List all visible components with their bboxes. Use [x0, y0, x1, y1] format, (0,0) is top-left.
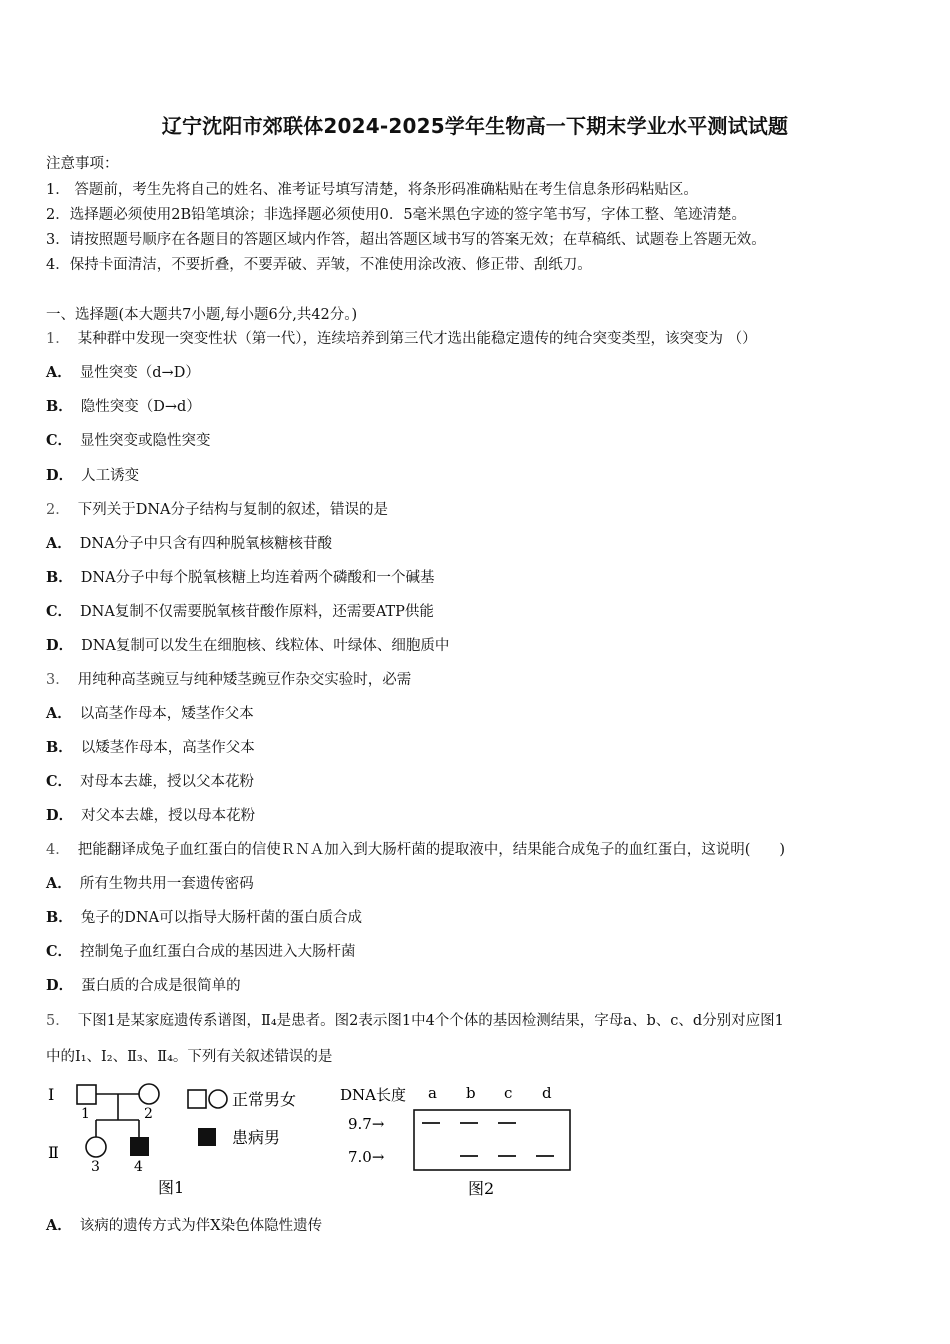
option — [46, 872, 254, 893]
generation-label: Ⅰ — [48, 1085, 55, 1104]
lane-label: b — [466, 1084, 476, 1102]
option — [46, 974, 241, 995]
question-3 — [46, 668, 411, 689]
notice-item: 4．保持卡面清洁，不要折叠，不要弄破、弄皱，不准使用涂改液、修正带、刮纸刀。 — [46, 257, 592, 273]
legend-normal-label: 正常男女 — [232, 1090, 297, 1109]
option-key: D． — [46, 977, 74, 994]
option — [46, 736, 255, 757]
option-text: DNA复制不仅需要脱氧核苷酸作原料，还需要ATP供能 — [80, 604, 434, 620]
option — [46, 702, 254, 723]
option-text: DNA分子中每个脱氧核糖上均连着两个磷酸和一个碱基 — [80, 570, 435, 586]
band-group — [422, 1123, 554, 1156]
question-1 — [46, 327, 757, 348]
option-text: 隐性突变（D→d） — [80, 399, 201, 415]
option-key: C． — [46, 773, 73, 790]
question-4 — [46, 838, 785, 859]
option-key: B． — [46, 398, 73, 415]
size-marker-label: 7.0→ — [348, 1148, 385, 1166]
generation-label: Ⅱ — [48, 1143, 59, 1162]
option-key: B． — [46, 739, 73, 756]
option-key: A． — [46, 705, 72, 722]
question-text: 把能翻译成兔子血红蛋白的信使ＲＮＡ加入到大肠杆菌的提取液中，结果能合成兔子的血红蛋白，这说明( ) — [77, 842, 786, 858]
option-text: 对父本去雄，授以母本花粉 — [81, 808, 256, 824]
female-normal-symbol — [86, 1137, 106, 1157]
option-text: DNA复制可以发生在细胞核、线粒体、叶绿体、细胞质中 — [81, 638, 450, 654]
option — [46, 566, 435, 587]
legend-male-normal-icon — [188, 1090, 206, 1108]
option — [46, 1214, 322, 1235]
section-heading: 一、选择题(本大题共7小题,每小题6分,共42分。) — [46, 307, 358, 323]
option-key: D． — [46, 637, 74, 654]
question-number: 1． — [46, 331, 70, 347]
lane-label: a — [428, 1084, 437, 1102]
option-key: D． — [46, 807, 74, 824]
option-key: C． — [46, 603, 73, 620]
option-text: 控制兔子血红蛋白合成的基因进入大肠杆菌 — [80, 944, 356, 960]
notice-item: 3．请按照题号顺序在各题目的答题区域内作答，超出答题区域书写的答案无效；在草稿纸、试题卷上答题无效。 — [46, 232, 766, 248]
page-title: 辽宁沈阳市郊联体2024-2025学年生物高一下期末学业水平测试试题 — [161, 114, 789, 138]
option-key: C． — [46, 432, 73, 449]
individual-number: 1 — [81, 1106, 90, 1122]
option — [46, 804, 255, 825]
notice-item: 1． 答题前，考生先将自己的姓名、准考证号填写清楚，将条形码准确粘贴在考生信息条形码粘贴区。 — [46, 182, 698, 198]
option-key: A． — [46, 364, 72, 381]
question-text: 某种群中发现一突变性状（第一代），连续培养到第三代才选出能稳定遗传的纯合突变类型，该突变为 （） — [77, 331, 757, 347]
dna-detection-figure — [336, 1076, 586, 1204]
option-text: DNA分子中只含有四种脱氧核糖核苷酸 — [79, 536, 333, 552]
individual-number: 2 — [144, 1106, 153, 1122]
pedigree-figure — [40, 1072, 330, 1202]
female-normal-symbol — [139, 1084, 159, 1104]
option-key: D． — [46, 467, 74, 484]
notice-item: 2．选择题必须使用2B铅笔填涂；非选择题必须使用0．5毫米黑色字迹的签字笔书写，字体工整、笔迹清楚。 — [46, 207, 747, 223]
option-text: 以矮茎作母本，高茎作父本 — [80, 740, 255, 756]
legend-affected-label: 患病男 — [232, 1128, 281, 1147]
option — [46, 600, 434, 621]
figure-caption: 图1 — [158, 1178, 185, 1197]
question-text: 用纯种高茎豌豆与纯种矮茎豌豆作杂交实验时，必需 — [77, 672, 412, 688]
option — [46, 532, 332, 553]
question-text: 下列关于DNA分子结构与复制的叙述，错误的是 — [77, 502, 389, 518]
option — [46, 770, 254, 791]
individual-number: 3 — [91, 1159, 100, 1175]
option — [46, 464, 139, 485]
question-number: 4． — [46, 842, 70, 858]
question-number: 3． — [46, 672, 70, 688]
option — [46, 429, 211, 450]
question-text: 下图1是某家庭遗传系谱图，Ⅱ₄是患者。图2表示图1中4个个体的基因检测结果，字母a、b、c、d分别对应图1 — [77, 1013, 784, 1029]
option-text: 以高茎作母本，矮茎作父本 — [79, 706, 254, 722]
legend-female-normal-icon — [209, 1090, 227, 1108]
size-marker-label: 9.7→ — [348, 1115, 385, 1133]
option — [46, 634, 449, 655]
gel-frame — [414, 1110, 570, 1170]
figure-caption: 图2 — [468, 1179, 495, 1198]
option — [46, 940, 356, 961]
option-text: 兔子的DNA可以指导大肠杆菌的蛋白质合成 — [80, 910, 363, 926]
option-text: 该病的遗传方式为伴X染色体隐性遗传 — [79, 1218, 323, 1234]
option-text: 对母本去雄，授以父本花粉 — [80, 774, 255, 790]
option-text: 蛋白质的合成是很简单的 — [81, 978, 241, 994]
option-text: 显性突变（d→D） — [79, 365, 200, 381]
individual-number: 4 — [134, 1159, 143, 1175]
lane-label: c — [504, 1084, 513, 1102]
question-number: 5． — [46, 1013, 70, 1029]
option-key: A． — [46, 1217, 72, 1234]
question-2 — [46, 498, 388, 519]
option — [46, 906, 362, 927]
question-text-continued: 中的Ⅰ₁、Ⅰ₂、Ⅱ₃、Ⅱ₄。下列有关叙述错误的是 — [46, 1049, 333, 1065]
option-text: 所有生物共用一套遗传密码 — [79, 876, 254, 892]
option-text: 显性突变或隐性突变 — [80, 433, 211, 449]
option — [46, 361, 200, 382]
lane-label: d — [542, 1084, 552, 1102]
male-normal-symbol — [77, 1085, 96, 1104]
legend-affected-icon — [198, 1128, 216, 1146]
axis-label: DNA长度 — [340, 1086, 406, 1104]
option-key: B． — [46, 569, 73, 586]
option-key: B． — [46, 909, 73, 926]
option-key: A． — [46, 875, 72, 892]
option — [46, 395, 201, 416]
question-5 — [46, 1009, 784, 1030]
option-key: A． — [46, 535, 72, 552]
notice-heading: 注意事项： — [46, 156, 119, 172]
male-affected-symbol — [130, 1137, 149, 1156]
option-text: 人工诱变 — [81, 468, 140, 484]
option-key: C． — [46, 943, 73, 960]
question-number: 2． — [46, 502, 70, 518]
